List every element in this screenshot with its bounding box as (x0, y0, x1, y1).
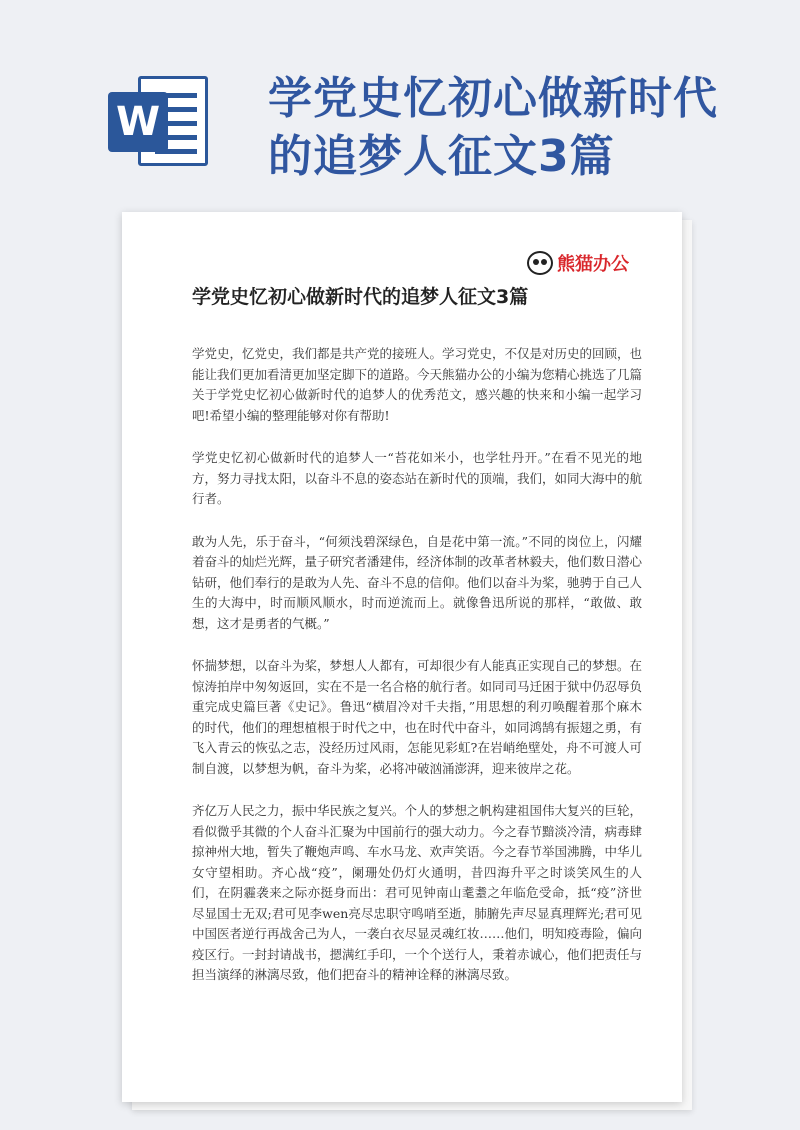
document-body (192, 344, 642, 1008)
word-document-icon (108, 70, 212, 174)
banner-title-line1: 学党史忆初心做新时代 (268, 73, 718, 124)
paragraph-1: 学党史忆初心做新时代的追梦人一“苔花如米小，也学牡丹开。”在看不见光的地方，努力寻找太阳，以奋斗不息的姿态站在新时代的顶端，我们，如同大海中的航行者。 (192, 450, 643, 506)
document-title: 学党史忆初心做新时代的追梦人征文3篇 (192, 286, 529, 308)
banner-title-line2: 的追梦人征文3篇 (268, 131, 615, 182)
word-letter-badge: W (108, 92, 168, 152)
paragraph-4: 齐亿万人民之力，振中华民族之复兴。个人的梦想之帆构建祖国伟大复兴的巨轮，看似微乎其微的个人奋斗汇聚为中国前行的强大动力。今之春节黯淡冷清，病毒肆掠神州大地，暂失了鞭炮声鸣、车水马龙、欢声笑语。今之春节举国沸腾，中华儿女守望相助。齐心战“疫”，阑珊处仍灯火通明，昔四海升平之时谈笑风生的人们，在阴霾袭来之际亦挺身而出：君可见钟南山耄耋之年临危受命，抵“疫”济世尽显国士无双;君可见李wen亮尽忠职守鸣哨至逝，肺腑先声尽显真理辉光;君可见中国医者逆行再战舍己为人，一袭白衣尽显灵魂红妆……他们，明知疫毒险，偏向疫区行。一封封请战书，摁满红手印，一个个送行人，秉着赤诚心，他们把责任与担当演绎的淋漓尽致，他们把奋斗的精神诠释的淋漓尽致。 (192, 803, 643, 982)
paragraph-3: 怀揣梦想，以奋斗为桨，梦想人人都有，可却很少有人能真正实现自己的梦想。在惊涛拍岸中匆匆返回，实在不是一名合格的航行者。如同司马迁困于狱中仍忍辱负重完成史篇巨著《史记》。鲁迅“横眉冷对千夫指，”用思想的利刃唤醒着那个麻木的时代，他们的理想植根于时代之中，也在时代中奋斗，如同鸿鹄有振翅之勇，有飞入青云的恢弘之志，没经历过风雨，怎能见彩虹?在岩峭绝壁处，舟不可渡人可制自渡，以梦想为帆，奋斗为桨，必将冲破汹涌澎湃，迎来彼岸之花。 (192, 658, 643, 776)
header-banner (0, 0, 800, 200)
brand-name: 熊猫办公 (557, 254, 629, 275)
brand-logo (527, 248, 629, 278)
banner-title (268, 70, 728, 186)
document-page (122, 212, 682, 1102)
panda-logo-icon (527, 251, 553, 275)
paragraph-2: 敢为人先，乐于奋斗，“何须浅碧深绿色，自是花中第一流。”不同的岗位上，闪耀着奋斗的灿烂光辉，量子研究者潘建伟，经济体制的改革者林毅夫，他们数日潜心钻研，他们奉行的是敢为人先、奋斗不息的信仰。他们以奋斗为桨，驰骋于自己人生的大海中，时而顺风顺水，时而逆流而上。就像鲁迅所说的那样，“敢做、敢想，这才是勇者的气概。” (192, 533, 643, 631)
paragraph-intro: 学党史，忆党史，我们都是共产党的接班人。学习党史，不仅是对历史的回顾，也能让我们更加看清更加坚定脚下的道路。今天熊猫办公的小编为您精心挑选了几篇关于学党史忆初心做新时代的追梦人的优秀范文，感兴趣的快来和小编一起学习吧!希望小编的整理能够对你有帮助! (192, 346, 643, 423)
